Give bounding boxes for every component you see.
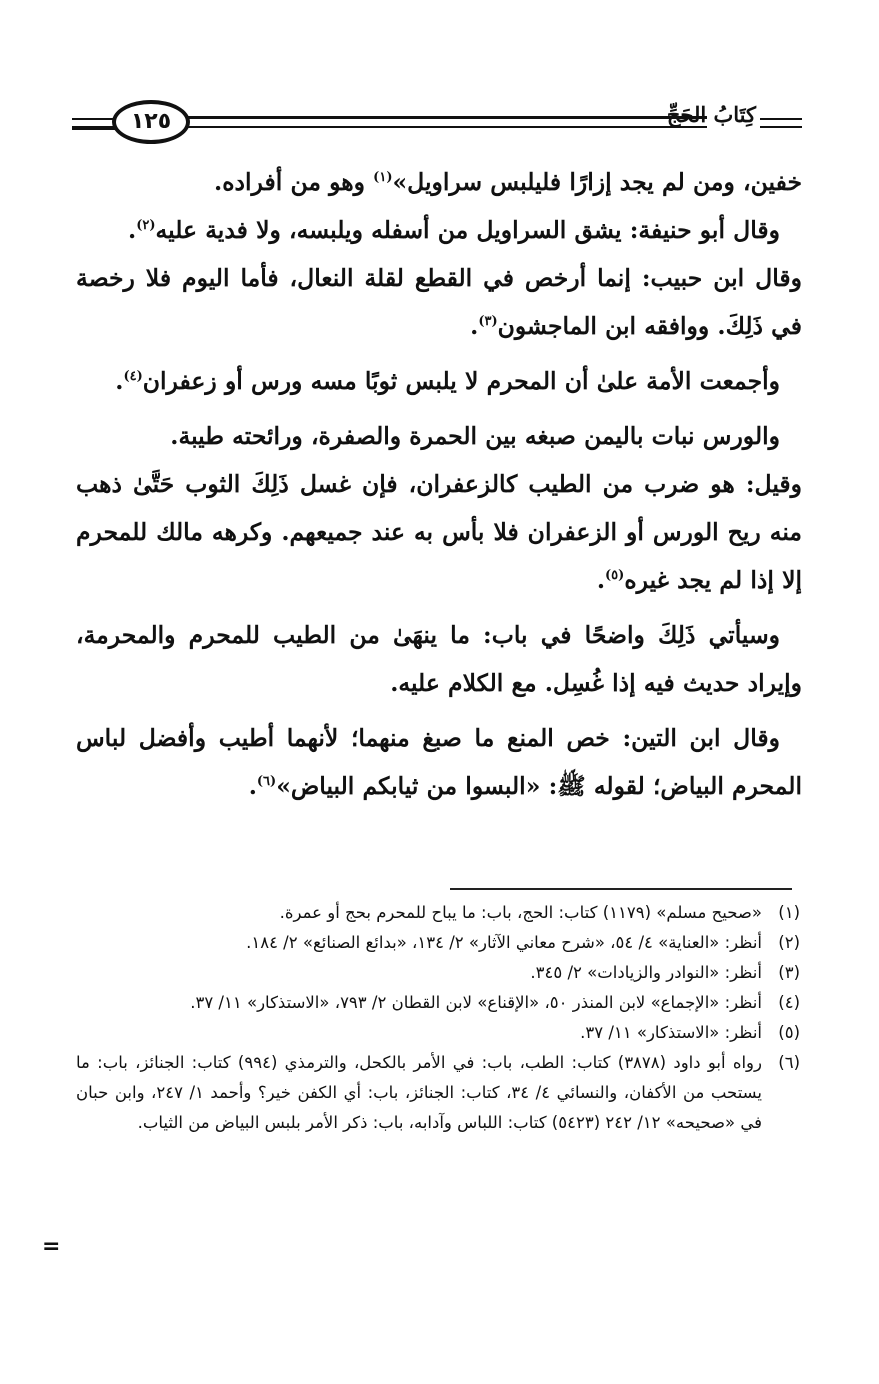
footnote-item <box>76 988 800 1018</box>
paragraph <box>76 206 802 254</box>
footnote-text: أنظر: «العناية» ٤/ ٥٤، «شرح معاني الآثار» ٢/ ١٣٤، «بدائع الصنائع» ٢/ ١٨٤. <box>246 933 762 952</box>
footnote-ref: (٦) <box>256 774 277 790</box>
footnote-ref: (٣) <box>478 314 498 330</box>
paragraph-tail: وهو من أفراده. <box>214 168 374 196</box>
footnote-text: رواه أبو داود (٣٨٧٨) كتاب: الطب، باب: في الأمر بالكحل، والترمذي (٩٩٤) كتاب: الجنائز، باب: ما يستحب من الأكفان، والنسائي ٤/ ٣٤، كتاب: الجنائز، باب: أي الكفن خير؟ وأحمد ١/ ٢٤٧، وابن حبان في «صحيحه» ١٢/ ٢٤٢ (٥٤٢٣) كتاب: اللباس وآدابه، باب: ذكر الأمر بلبس البياض من الثياب. <box>76 1053 762 1132</box>
footnote-text: أنظر: «الاستذكار» ١١/ ٣٧. <box>580 1023 762 1042</box>
paragraph-text: وقال ابن التين: خص المنع ما صبغ منهما؛ لأنهما أطيب وأفضل لباس المحرم البياض؛ لقوله ﷺ: «البسوا من ثيابكم البياض» <box>76 724 802 800</box>
paragraph-tail: . <box>596 566 606 594</box>
header-rule-right-thin <box>760 126 802 128</box>
main-text <box>76 158 802 810</box>
paragraph <box>76 611 802 707</box>
page-number-ornament <box>112 100 190 144</box>
footnote-text: أنظر: «النوادر والزيادات» ٢/ ٣٤٥. <box>530 963 762 982</box>
paragraph <box>76 412 802 460</box>
paragraph-text: وسيأتي ذَلِكَ واضحًا في باب: ما ينهَىٰ من الطيب للمحرم والمحرمة، وإيراد حديث فيه إذا غُسِل. مع الكلام عليه. <box>76 621 802 697</box>
paragraph-text: والورس نبات باليمن صبغه بين الحمرة والصفرة، ورائحته طيبة. <box>170 422 780 450</box>
page-number: ١٢٥ <box>130 109 172 134</box>
paragraph <box>76 460 802 604</box>
footnote-number: (٢) <box>778 933 800 952</box>
paragraph <box>76 158 802 206</box>
footnote-item <box>76 1018 800 1048</box>
paragraph-text: وقال أبو حنيفة: يشق السراويل من أسفله ويلبسه، ولا فدية عليه <box>155 216 780 244</box>
footnote-text: أنظر: «الإجماع» لابن المنذر ٥٠، «الإقناع» لابن القطان ٢/ ٧٩٣، «الاستذكار» ١١/ ٣٧. <box>190 993 762 1012</box>
footnote-ref: (٥) <box>605 568 625 584</box>
footnote-ref: (١) <box>373 170 393 186</box>
header-rule-middle-thin <box>177 126 707 128</box>
paragraph <box>76 714 802 810</box>
continuation-mark: = <box>42 1234 61 1259</box>
footnote-ref: (٢) <box>136 218 156 234</box>
footnotes <box>76 898 800 1138</box>
footnote-number: (٥) <box>778 1023 800 1042</box>
paragraph-tail: . <box>470 312 479 340</box>
footnote-number: (٤) <box>778 993 800 1012</box>
paragraph-tail: . <box>128 216 137 244</box>
footnote-number: (١) <box>778 903 800 922</box>
header-rule-middle <box>177 116 707 119</box>
paragraph-tail: . <box>248 772 257 800</box>
footnote-ref: (٤) <box>123 369 143 385</box>
footnote-number: (٣) <box>778 963 800 982</box>
header-rule-right <box>760 118 802 120</box>
paragraph-text: وقال ابن حبيب: إنما أرخص في القطع لقلة النعال، فأما اليوم فلا رخصة في ذَلِكَ. ووافقه ابن الماجشون <box>76 264 802 340</box>
footnote-item <box>76 898 800 928</box>
paragraph-text: وقيل: هو ضرب من الطيب كالزعفران، فإن غسل ذَلِكَ الثوب حَتَّىٰ ذهب منه ريح الورس أو الزعفران فلا بأس به عند جميعهم. وكرهه مالك للمحرم إلا إذا لم يجد غيره <box>76 470 802 594</box>
paragraph-text: وأجمعت الأمة علىٰ أن المحرم لا يلبس ثوبًا مسه ورس أو زعفران <box>142 367 780 395</box>
page-header <box>72 96 802 152</box>
paragraph <box>76 254 802 350</box>
footnote-text: «صحيح مسلم» (١١٧٩) كتاب: الحج، باب: ما يباح للمحرم بحج أو عمرة. <box>279 903 762 922</box>
paragraph-tail: . <box>115 367 124 395</box>
footnote-item <box>76 958 800 988</box>
book-title: كِتَابُ الحَجِّ <box>666 102 756 127</box>
paragraph <box>76 357 802 405</box>
footnote-item <box>76 928 800 958</box>
footnote-item <box>76 1048 800 1138</box>
paragraph-text: خفين، ومن لم يجد إزارًا فليلبس سراويل» <box>392 168 802 196</box>
footnote-number: (٦) <box>778 1053 800 1072</box>
footnote-separator <box>450 888 792 890</box>
